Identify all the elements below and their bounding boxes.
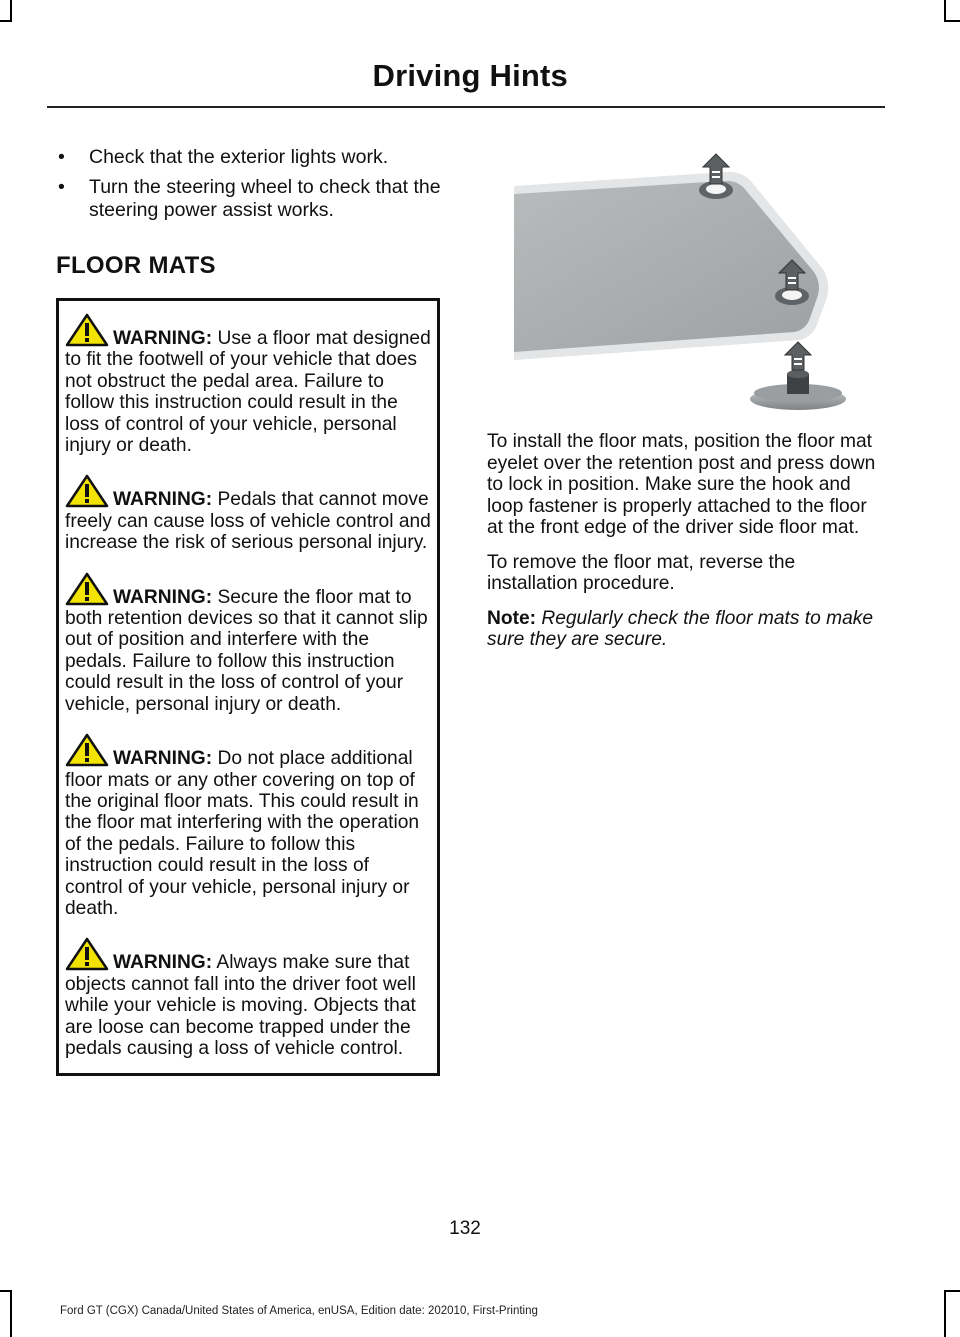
crop-mark bbox=[944, 1290, 960, 1292]
warning-label: WARNING: bbox=[113, 952, 213, 974]
warning-triangle-icon bbox=[65, 313, 109, 347]
list-item: • Check that the exterior lights work. bbox=[56, 146, 446, 169]
warning-text: Do not place additional floor mats or any other covering on top of the original floor mats. This could result in the floor mat interfering with the operation of the pedals. Failure to follow this instruction could result in the loss of control of your vehicle, personal injury or death. bbox=[65, 748, 420, 919]
checklist bbox=[56, 146, 446, 222]
warning-text: Always make sure that objects cannot fall into the driver foot well while your vehicle is moving. Objects that are loose can become trapped under the pedals causing a loss of vehicle control. bbox=[65, 952, 416, 1059]
crop-mark bbox=[0, 1290, 12, 1292]
warning-triangle-icon bbox=[65, 937, 109, 971]
crop-mark bbox=[10, 1290, 12, 1337]
left-column bbox=[56, 146, 446, 280]
warning-item bbox=[65, 313, 431, 456]
warning-item bbox=[65, 572, 431, 715]
header-divider bbox=[47, 106, 885, 108]
section-heading: FLOOR MATS bbox=[56, 252, 216, 279]
crop-mark bbox=[944, 20, 960, 22]
warning-text: Secure the floor mat to both retention devices so that it cannot slip out of position and interfere with the pedals. Failure to follow this instruction could result in the loss of control of your vehicle, personal injury or death. bbox=[65, 586, 428, 715]
retention-post bbox=[750, 370, 846, 410]
list-item: • Turn the steering wheel to check that the steering power assist works. bbox=[56, 176, 446, 222]
note bbox=[487, 608, 887, 651]
install-paragraph: To install the floor mats, position the floor mat eyelet over the retention post and press down to lock in position. Make sure the hook and loop fastener is properly attached to the floor at the front edge of the driver side floor mat. bbox=[487, 431, 876, 538]
warning-triangle-icon bbox=[65, 733, 109, 767]
warning-item bbox=[65, 937, 431, 1059]
warning-item bbox=[65, 474, 431, 553]
warning-label: WARNING: bbox=[113, 489, 213, 511]
warning-text: Pedals that cannot move freely can cause loss of vehicle control and increase the risk of serious personal injury. bbox=[65, 489, 431, 554]
crop-mark bbox=[944, 1290, 946, 1337]
warning-triangle-icon bbox=[65, 474, 109, 508]
crop-mark bbox=[0, 20, 12, 22]
crop-mark bbox=[944, 0, 946, 22]
warning-box bbox=[56, 298, 440, 1076]
floor-mat bbox=[514, 172, 828, 360]
remove-paragraph: To remove the floor mat, reverse the installation procedure. bbox=[487, 551, 796, 594]
note-label: Note: bbox=[487, 607, 537, 629]
arrow-up-icon bbox=[785, 342, 811, 370]
floor-mat-illustration bbox=[514, 150, 852, 412]
right-column bbox=[487, 431, 887, 664]
warning-label: WARNING: bbox=[113, 748, 213, 770]
warning-triangle-icon bbox=[65, 572, 109, 606]
note-text: Regularly check the floor mats to make sure they are secure. bbox=[487, 607, 874, 650]
page-number: 132 bbox=[449, 1218, 481, 1239]
crop-mark bbox=[10, 0, 12, 22]
warning-label: WARNING: bbox=[113, 328, 213, 349]
warning-text: Use a floor mat designed to fit the footwell of your vehicle that does not obstruct the pedal area. Failure to follow this instruction could result in the loss of control of your vehicle, personal injury or death. bbox=[65, 328, 431, 457]
warning-label: WARNING: bbox=[113, 586, 213, 608]
footer-edition: Ford GT (CGX) Canada/United States of America, enUSA, Edition date: 202010, First-Printing bbox=[60, 1305, 538, 1317]
page-title: Driving Hints bbox=[372, 58, 568, 93]
warning-item bbox=[65, 733, 431, 919]
